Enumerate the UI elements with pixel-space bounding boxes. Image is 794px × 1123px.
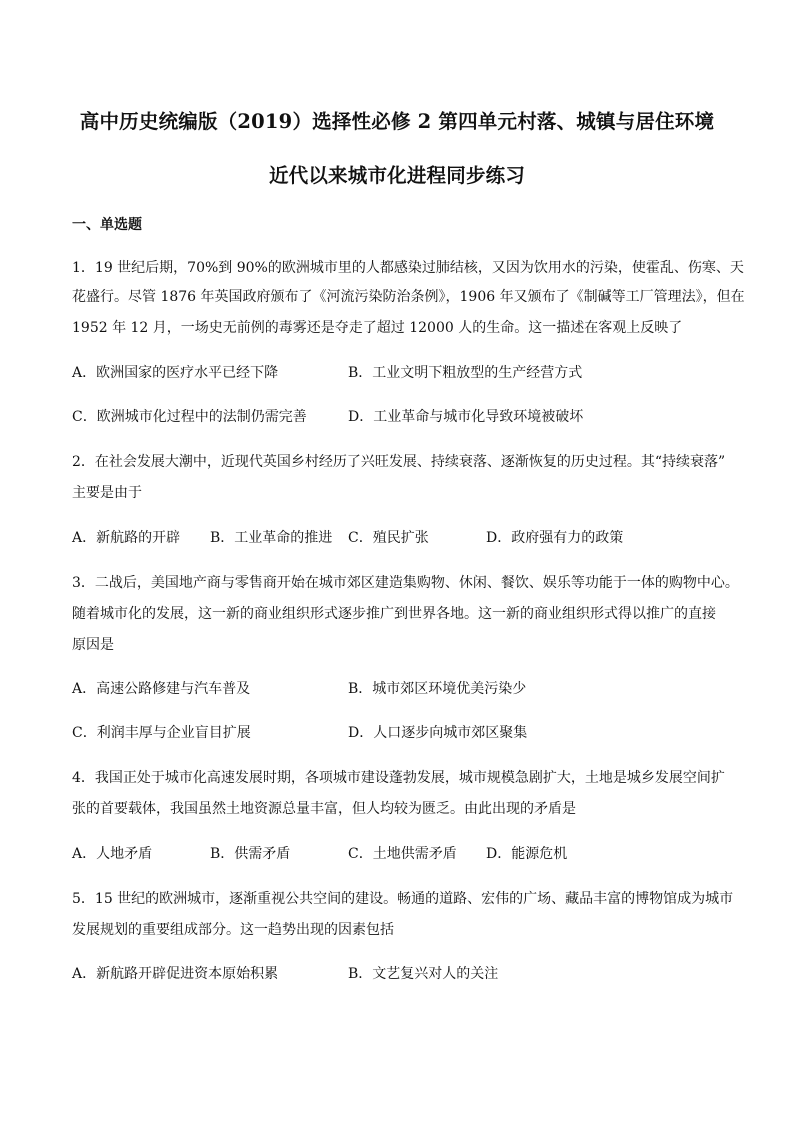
question-1-stem-line-1: 1．19 世纪后期，70%到 90%的欧洲城市里的人都感染过肺结核，又因为饮用水的污染，使霍乱、伤寒、天 xyxy=(72,260,744,276)
question-3-stem-line-3: 原因是 xyxy=(72,637,114,653)
question-1-option-b[interactable]: B．工业文明下粗放型的生产经营方式 xyxy=(348,365,583,381)
question-4-option-d[interactable]: D．能源危机 xyxy=(486,846,568,862)
question-3-option-a[interactable]: A．高速公路修建与汽车普及 xyxy=(72,681,251,697)
document-subtitle: 近代以来城市化进程同步练习 xyxy=(268,164,526,187)
question-1-option-d[interactable]: D．工业革命与城市化导致环境被破坏 xyxy=(348,409,584,425)
question-3-option-c[interactable]: C．利润丰厚与企业盲目扩展 xyxy=(72,725,251,741)
question-3-stem-line-1: 3．二战后，美国地产商与零售商开始在城市郊区建造集购物、休闲、餐饮、娱乐等功能于一体的购物中心。 xyxy=(72,575,739,591)
question-2-stem-line-1: 2．在社会发展大潮中，近现代英国乡村经历了兴旺发展、持续衰落、逐渐恢复的历史过程。其“持续衰落” xyxy=(72,454,726,470)
question-2-option-c[interactable]: C．殖民扩张 xyxy=(348,530,429,546)
question-2-option-b[interactable]: B．工业革命的推进 xyxy=(210,530,333,546)
question-4-option-c[interactable]: C．土地供需矛盾 xyxy=(348,846,457,862)
question-1-option-a[interactable]: A．欧洲国家的医疗水平已经下降 xyxy=(72,365,279,381)
document-title: 高中历史统编版（2019）选择性必修 2 第四单元村落、城镇与居住环境 xyxy=(79,110,715,133)
question-1-stem-line-2: 花盛行。尽管 1876 年英国政府颁布了《河流污染防治条例》，1906 年又颁布了《制碱等工厂管理法》，但在 xyxy=(72,289,745,305)
question-5-stem-line-1: 5．15 世纪的欧洲城市，逐渐重视公共空间的建设。畅通的道路、宏伟的广场、藏品丰富的博物馆成为城市 xyxy=(72,891,734,907)
question-3-option-b[interactable]: B．城市郊区环境优美污染少 xyxy=(348,681,527,697)
section-heading: 一、单选题 xyxy=(72,217,142,233)
question-4-stem-line-1: 4．我国正处于城市化高速发展时期，各项城市建设蓬勃发展，城市规模急剧扩大，土地是城乡发展空间扩 xyxy=(72,770,725,786)
question-4-stem-line-2: 张的首要载体，我国虽然土地资源总量丰富，但人均较为匮乏。由此出现的矛盾是 xyxy=(72,801,576,817)
question-5-option-a[interactable]: A．新航路开辟促进资本原始积累 xyxy=(72,966,279,982)
question-4-option-b[interactable]: B．供需矛盾 xyxy=(210,846,291,862)
question-5-stem-line-2: 发展规划的重要组成部分。这一趋势出现的因素包括 xyxy=(72,922,394,938)
question-1-stem-line-3: 1952 年 12 月，一场史无前例的毒雾还是夺走了超过 12000 人的生命。这一描述在客观上反映了 xyxy=(72,320,683,336)
question-3-option-d[interactable]: D．人口逐步向城市郊区聚集 xyxy=(348,725,528,741)
question-3-stem-line-2: 随着城市化的发展，这一新的商业组织形式逐步推广到世界各地。这一新的商业组织形式得以推广的直接 xyxy=(72,606,716,622)
question-5-option-b[interactable]: B．文艺复兴对人的关注 xyxy=(348,966,499,982)
question-2-stem-line-2: 主要是由于 xyxy=(72,485,142,501)
question-4-option-a[interactable]: A．人地矛盾 xyxy=(72,846,153,862)
question-1-option-c[interactable]: C．欧洲城市化过程中的法制仍需完善 xyxy=(72,409,307,425)
question-2-option-a[interactable]: A．新航路的开辟 xyxy=(72,530,181,546)
question-2-option-d[interactable]: D．政府强有力的政策 xyxy=(486,530,624,546)
